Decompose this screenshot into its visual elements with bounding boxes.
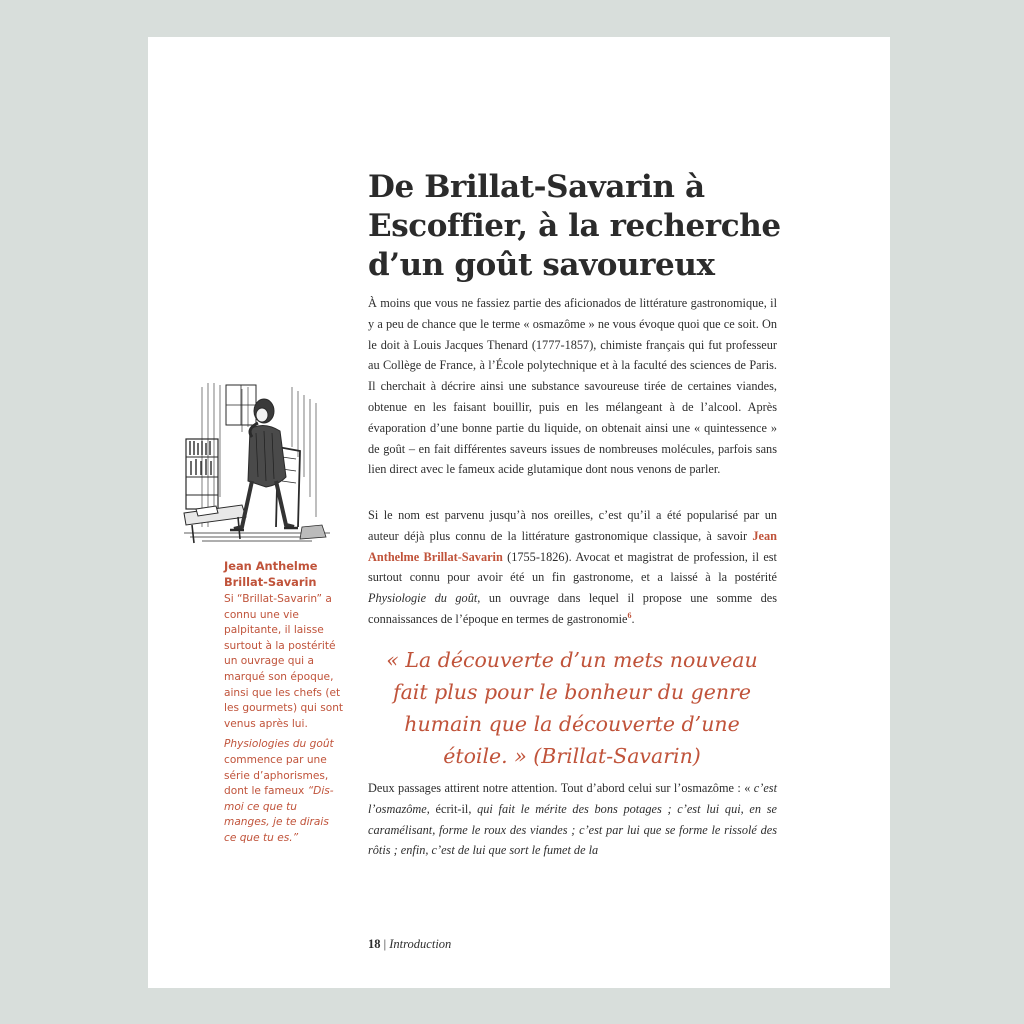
paragraph-brillat-savarin — [368, 505, 777, 630]
sidebar-aphorism: “Dis-moi ce que tu manges, je te dirais ce que tu es.” — [224, 785, 334, 844]
engraving-portrait-icon — [182, 377, 332, 544]
sidebar-text-1: Si “Brillat-Savarin” a connu une vie palpitante, il laisse surtout à la postérité un ouvrage qui a marqué son époque, ainsi que les chefs (et les gourmets) qui sont venus après lui. — [224, 593, 344, 730]
engraving-illustration — [182, 377, 332, 544]
section-name: Introduction — [389, 937, 452, 951]
page-title: De Brillat-Savarin à Escoffier, à la recherche d’un goût savoureux — [368, 169, 781, 283]
book-title: Physiologie du goût — [368, 591, 478, 606]
author-name-highlight: Jean Anthelme Brillat-Savarin — [368, 528, 777, 564]
para3-quote-2: qui fait le mérite des bons potages ; c’est lui qui, en se caramélisant, forme le roux des viandes ; c’est par lui que se forme le rissolé des rôtis ; enfin, c’est de lui que sort le fumet de la — [368, 801, 777, 858]
footer-separator: | — [383, 937, 387, 951]
para2-text-after: , un ouvrage dans lequel il propose une somme des connaissances de l’époque en termes de gastronomie — [368, 591, 777, 626]
para3-text-before: Deux passages attirent notre attention. Tout d’abord celui sur l’osmazôme : « — [368, 781, 754, 795]
para2-text-end: . — [631, 611, 635, 626]
para2-text-before: Si le nom est parvenu jusqu’à nos oreilles, c’est qu’il a été popularisé par un auteur déjà plus connu de la littérature gastronomique classique, à savoir — [368, 508, 777, 543]
page-number: 18 — [368, 937, 381, 951]
paragraph-passages — [368, 778, 777, 861]
para3-quote-1: c’est l’osmazôme — [368, 781, 777, 816]
para2-text-middle: (1755-1826). Avocat et magistrat de profession, il est surtout connu pour avoir été un fin gastronome, et a laissé à la postérité — [368, 549, 777, 585]
page-footer — [368, 937, 451, 952]
paragraph-osmazome: À moins que vous ne fassiez partie des aficionados de littérature gastronomique, il y a peu de chance que le terme « osmazôme » ne vous évoque quoi que ce soit. On le doit à Louis Jacques Thenard (1777-1857), chimiste français qui fut professeur au Collège de France, à l’École polytechnique et à la faculté des sciences de Paris. Il cherchait à décrire ainsi une substance savoureuse tirée de certaines viandes, obtenue en les faisant bouillir, puis en les mélangeant à de l’alcool. Après évaporation d’une bonne partie du liquide, on obtenait ainsi une « quintessence » de goût – en fait différentes saveurs issues de nombreuses molécules, parfois sans lien direct avec le fameux acide glutamique dont nous venons de parler. — [368, 296, 777, 477]
book-page — [148, 37, 890, 988]
sidebar-text-2-rest: commence par une série d’aphorismes, dont le fameux — [224, 753, 329, 798]
sidebar-caption — [224, 558, 344, 852]
sidebar-name: Jean Anthelme Brillat-Savarin — [224, 559, 318, 589]
footnote-marker: 6 — [627, 610, 632, 620]
sidebar-text-2 — [224, 737, 344, 846]
sidebar-book-title: Physiologies du goût — [224, 738, 334, 751]
para3-text-mid: , écrit-il, — [426, 801, 478, 816]
pull-quote: « La découverte d’un mets nouveau fait plus pour le bonheur du genre humain que la découverte d’une étoile. » (Brillat-Savarin) — [386, 648, 758, 768]
